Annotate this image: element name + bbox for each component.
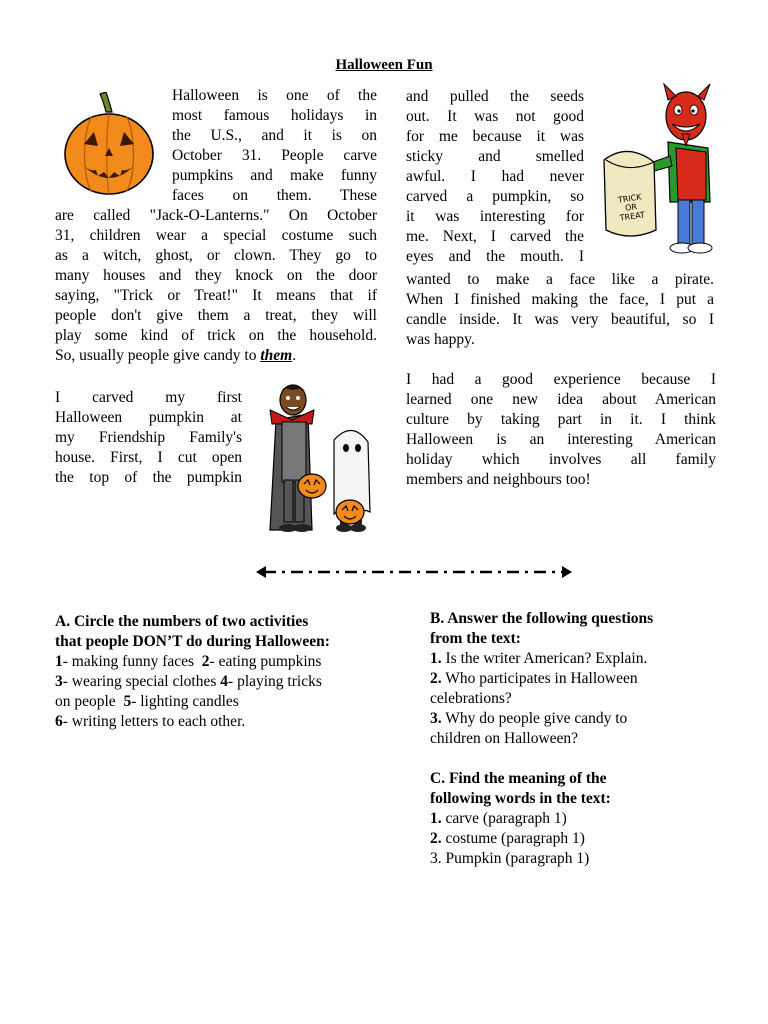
text-line: most famous holidays in [172,107,377,124]
text-line: 31, children wear a special costume such [55,227,377,244]
text-line: saying, "Trick or Treat!" It means that if [55,287,377,304]
section-a-heading: that people DON’T do during Halloween: [55,633,330,650]
text-line-last [55,346,377,366]
item-number: 5 [123,693,132,710]
text-line: the U.S., and it is on [172,127,377,144]
text-line: sticky and smelled [406,148,584,165]
question [430,709,730,729]
section-b-heading: from the text: [430,630,521,647]
text-line: candle inside. It was very beautiful, so I [406,311,714,328]
jack-o-lantern-image [62,92,156,196]
list-item [55,672,395,692]
list-item [55,652,395,672]
section-c-heading: following words in the text: [430,790,611,807]
text-line: my Friendship Family's [55,429,242,446]
bag-label-line: OR [624,202,638,213]
section-b [430,609,730,749]
question-continued: celebrations? [430,690,512,707]
text-line: are called "Jack-O-Lanterns." On October [55,207,377,224]
text-line: wanted to make a face like a pirate. [406,271,714,288]
text-line: many houses and they knock on the door [55,267,377,284]
costume-kids-icon [262,380,380,542]
text-line: learned one new idea about American [406,391,716,408]
text-line: out. It was not good [406,108,584,125]
question-text: Is the writer American? Explain. [441,650,648,667]
paragraph-1-full [55,206,377,366]
text-line: Halloween is one of the [172,87,377,104]
emphasized-word: them [260,347,293,364]
section-divider [256,565,572,579]
question-number: 1. [430,650,442,667]
bag-label-line: TRICK [617,192,643,205]
trick-or-treaters-image [262,380,380,542]
text-line: it was interesting for [406,208,584,225]
text-line: Halloween is an interesting American [406,431,716,448]
text-line: I carved my first [55,389,242,406]
text-line: people don't give them a treat, they will [55,307,377,324]
paragraph-1-wrapped [172,86,377,206]
question [430,649,730,669]
item-number: 6 [55,713,63,730]
question [430,669,730,689]
text-line: When I finished making the face, I put a [406,291,714,308]
double-arrow-divider-icon [256,565,572,579]
question-number: 2. [430,670,442,687]
text-line: Halloween pumpkin at [55,409,242,426]
text-line: faces on them. These [172,187,377,204]
text-span: So, usually people give candy to [55,347,261,364]
text-line: house. First, I cut open [55,449,242,466]
text-span: . [292,347,297,364]
question-number: 3. [430,710,442,727]
vocab-text: carve (paragraph 1) [441,810,567,827]
text-line: awful. I had never [406,168,584,185]
text-line: eyes and the mouth. I [406,248,584,265]
question-text: Why do people give candy to [441,710,628,727]
page-title: Halloween Fun [335,57,433,73]
item-text: - eating pumpkins [209,653,322,670]
text-line: culture by taking part in it. I think [406,411,716,428]
section-a [55,612,395,732]
text-line: holiday which involves all family [406,451,716,468]
item-text: - making funny faces [62,653,202,670]
text-line: carved a pumpkin, so [406,188,584,205]
paragraph-2 [55,388,242,488]
item-number: 2 [201,653,210,670]
item-number: 3 [55,673,63,690]
item-text: on people [55,693,124,710]
text-line: members and neighbours too! [406,471,591,488]
question-text: Who participates in Halloween [441,670,638,687]
section-c [430,769,730,869]
vocab-item [430,809,730,829]
text-line: and pulled the seeds [406,88,584,105]
vocab-item [430,829,730,849]
list-item [55,692,395,712]
item-text: - playing tricks [228,673,322,690]
devil-icon [598,82,722,260]
vocab-number: 1. [430,810,442,827]
paragraph-2-continued-full [406,270,714,350]
devil-trick-or-treat-image [598,82,722,260]
section-b-heading: B. Answer the following questions [430,610,654,627]
text-line: as a witch, ghost, or clown. They go to [55,247,377,264]
paragraph-3 [406,370,716,490]
item-text: - wearing special clothes [62,673,221,690]
item-number: 4 [220,673,229,690]
text-line: pumpkins and make funny [172,167,377,184]
text-line: the top of the pumpkin [55,469,242,486]
pumpkin-icon [62,92,156,196]
paragraph-2-continued-wrapped [406,87,584,267]
text-line: for me because it was [406,128,584,145]
question-continued: children on Halloween? [430,730,579,747]
list-item [55,712,395,732]
vocab-item: 3. Pumpkin (paragraph 1) [430,850,590,867]
item-text: - writing letters to each other. [62,713,246,730]
section-c-heading: C. Find the meaning of the [430,770,607,787]
vocab-text: costume (paragraph 1) [441,830,585,847]
vocab-number: 2. [430,830,442,847]
text-line: I had a good experience because I [406,371,716,388]
item-text: - lighting candles [131,693,239,710]
text-line: me. Next, I carved the [406,228,584,245]
item-number: 1 [55,653,63,670]
bag-label-line: TREAT [619,210,646,223]
text-line: October 31. People carve [172,147,377,164]
text-line: play some kind of trick on the household. [55,327,377,344]
text-line: was happy. [406,331,475,348]
section-a-heading: A. Circle the numbers of two activities [55,613,309,630]
